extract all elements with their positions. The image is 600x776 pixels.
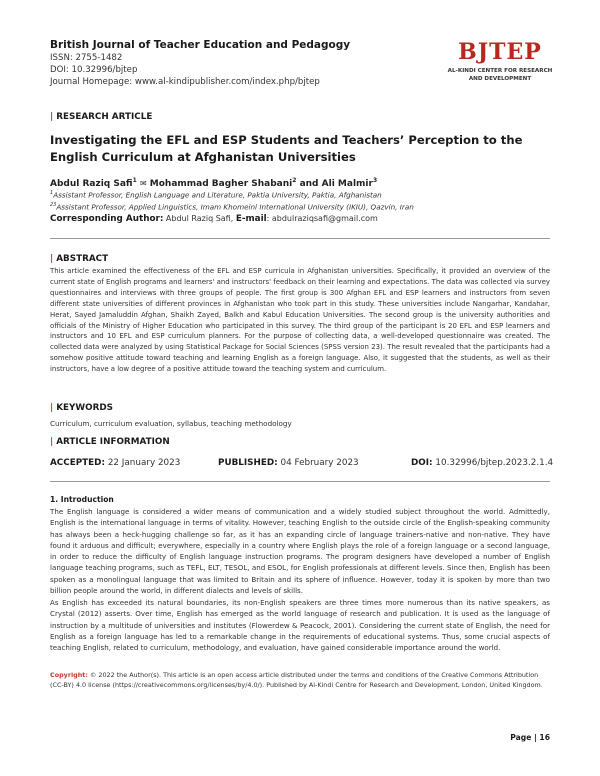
section-bar-icon: | (50, 254, 54, 264)
affiliation-1: $^1$Assistant Professor, English Language and Literature, Paktia University, Paktia, Afghanistan (50, 190, 382, 200)
section-bar-icon: | (50, 112, 54, 122)
abstract-text: This article examined the effectiveness of the EFL and ESP curricula in Afghanistan universities. Specifically, it provided an overview of the current state of English programs and learners' and instructors' feedback on their learning and expectations. The data was collected via survey questionnaires and interviews with three groups of people. The first group is 300 Afghan EFL and ESP learners and instructors from seven different state universities of different provinces in Afghanistan who took part in this study. These universities include Nangarhar, Kandahar, Herat, Sayed Jamaluddin Afghan, Shaikh Zayed, Balkh and Kabul Education Universities. The second group is the university authorities and officials of the Ministry of Higher Education who participated in this survey. The third group of the participant is 20 EFL and ESP learners and instructors and 10 EFL and ESP curriculum planners. For the purpose of collecting data, a well-developed questionnaire was created. The collected data were analyzed by using Statistical Package for Social Sciences (SPSS version 23). The result revealed that the participants had a somehow positive attitude toward teaching and learning English as a foreign language. Also, it suggested that the students, as well as their instructors, have a low degree of a positive attitude toward the teaching system and curriculum. (50, 267, 550, 374)
author-3: Ali Malmir (321, 179, 373, 189)
article-doi: DOI: 10.32996/bjtep.2023.2.1.4 (411, 458, 554, 468)
envelope-icon[interactable]: ✉ (139, 179, 147, 188)
corresponding-label: Corresponding Author: (50, 214, 164, 224)
author-and: and (299, 179, 319, 189)
author-2: Mohammad Bagher Shabani (149, 179, 293, 189)
copyright-notice (50, 671, 550, 690)
author-2-sup: 2 (292, 177, 297, 184)
accepted-date: ACCEPTED: 22 January 2023 (50, 458, 181, 468)
journal-homepage[interactable]: Journal Homepage: www.al-kindipublisher.com/index.php/bjtep (50, 77, 320, 87)
section-bar-icon: | (50, 403, 54, 413)
author-1-sup: 1 (132, 177, 137, 184)
journal-doi: DOI: 10.32996/bjtep (50, 65, 138, 75)
section-bar-icon: | (50, 437, 54, 447)
article-type-label: | RESEARCH ARTICLE (50, 112, 153, 122)
article-info-heading: | ARTICLE INFORMATION (50, 437, 170, 447)
introduction-heading: 1. Introduction (50, 495, 114, 504)
journal-issn: ISSN: 2755-1482 (50, 53, 123, 63)
introduction-paragraph-2: As English has exceeded its natural boundaries, its non-English speakers are three times more numerous than its native speakers, as Crystal (2012) asserts. Over time, English has emerged as the world language of research and publication. It is used as the language of instruction by a multitude of universities and institutes (Flowerdew & Peacock, 2001). Considering the current state of English, the need for English as a foreign language has led to a remarkable change in the requirements of educational systems. Thus, some crucial aspects of teaching English, related to curriculum, methodology, and evaluation, have gained considerable importance around the world. (50, 598, 550, 653)
published-date: PUBLISHED: 04 February 2023 (218, 458, 359, 468)
keywords-heading: | KEYWORDS (50, 403, 114, 413)
journal-logo (440, 40, 560, 83)
corresponding-name: Abdul Raziq Safi, (165, 214, 234, 223)
author-1: Abdul Raziq Safi (50, 179, 133, 189)
logo-line-2: AND DEVELOPMENT (468, 76, 532, 82)
abstract-heading: | ABSTRACT (50, 254, 109, 264)
email-label: E-mail (235, 214, 267, 224)
divider (50, 481, 550, 482)
journal-header (50, 38, 410, 88)
logo-line-1: AL-KINDI CENTER FOR RESEARCH (447, 68, 553, 74)
copyright-text: © 2022 the Author(s). This article is an open access article distributed under the terms and conditions of the Creative Commons Attribution (CC-BY) 4.0 license (https://creativecommons.org/licenses/by/4.0/). Published by Al-Kindi Centre for Research and Development, London, United Kingdom. (50, 671, 543, 689)
article-title: Investigating the EFL and ESP Students and Teachers’ Perception to the English Curriculum at Afghanistan Universities (50, 133, 523, 164)
author-3-sup: 3 (372, 177, 378, 184)
keywords-text: Curriculum, curriculum evaluation, syllabus, teaching methodology (50, 419, 292, 428)
journal-name: British Journal of Teacher Education and Pedagogy (50, 39, 351, 51)
logo-mark: BJTEP (458, 39, 542, 65)
corresponding-author (50, 213, 550, 225)
introduction-paragraph-1: The English language is considered a wider means of communication and a widely studied subject throughout the world. Admittedly, English is the international language in terms of vitality. However, teaching English to the outside circle of the English-speaking community has always been a heck-hugging challenge so far, as it has an expanding circle of language trainers-native and non-native. They have found it arduous and difficult; everywhere, especially in a country where English plays the role of a foreign language or a second language, in order to reduce the difficulty of English language instruction programs. The program designers have developed a number of English language teaching programs, such as TEFL, ELT, TESOL, and ESOL, for English professionals at different levels. Since then, English has been spoken as a monolingual language that was limited to Britain and its sphere of influence. However, today it is spoken by more than two billion people around the world, in different dialects and levels of skills. (50, 507, 550, 596)
page-number: Page | 16 (510, 733, 550, 742)
divider (50, 238, 550, 239)
corresponding-email[interactable]: : abdulraziqsafi@gmail.com (266, 214, 378, 223)
copyright-label: Copyright: (50, 671, 88, 679)
affiliation-2-3: $^{23}$Assistant Professor, Applied Linguistics, Imam Khomeini International University (IKIU), Qazvin, Iran (50, 202, 414, 212)
